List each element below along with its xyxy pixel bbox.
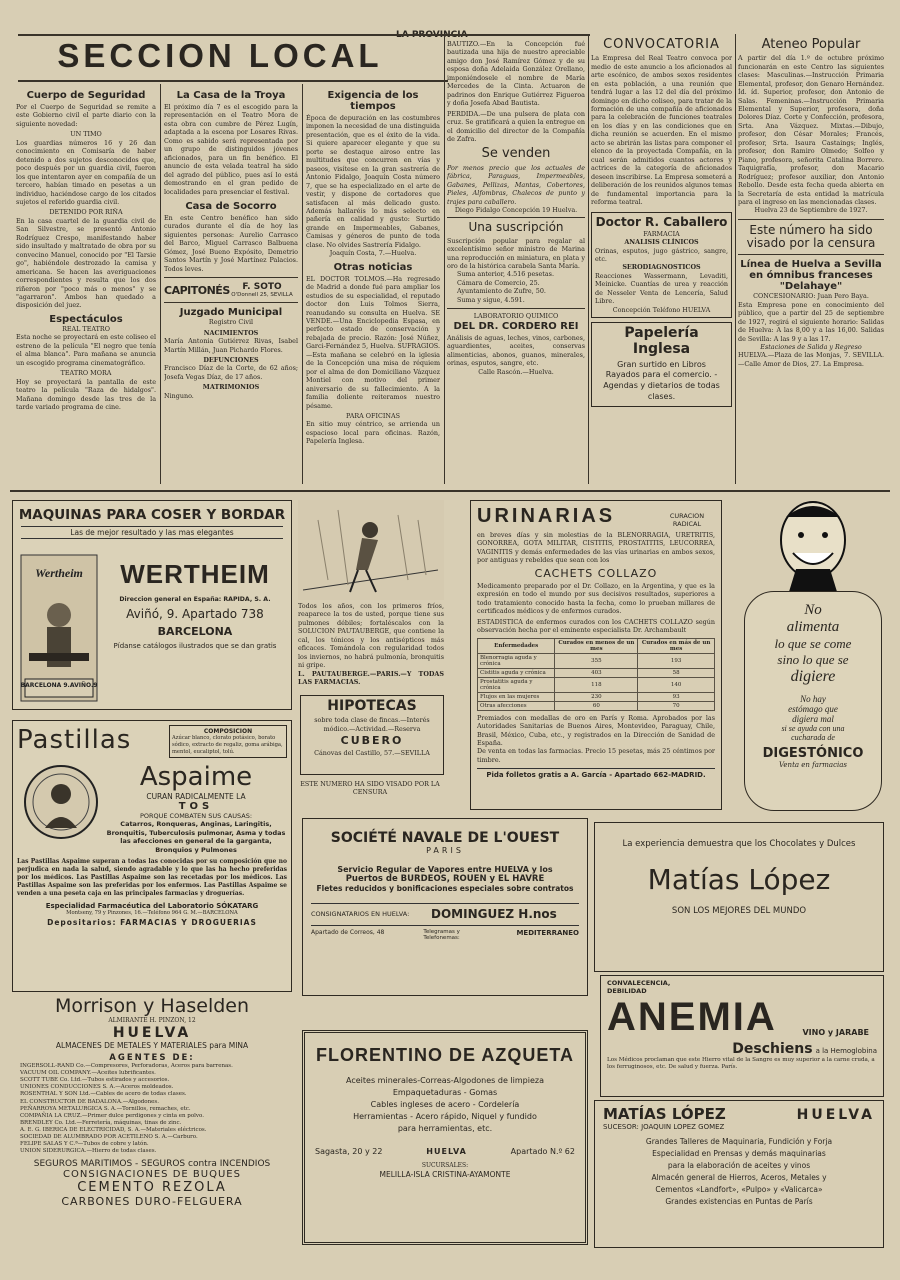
serodiag: SERODIAGNOSTICOS (622, 263, 701, 272)
wertheim-cat: Pídanse catálogos ilustrados que se dan gratis (113, 642, 277, 650)
agente-line-10: A. E. G. IBERICA DE ELECTRICIDAD, S. A.—Materiales eléctricos. (20, 1127, 207, 1134)
papeleria-line-2: Rayados para el comercio. - Agendas y dietarios de todas clases. (603, 369, 720, 402)
exig-sign: Joaquín Costa, 7.—Huelva. (329, 249, 417, 258)
urinarias-text: en breves días y sin molestias de la BLENORRAGIA, URETRITIS, GONORREA, GOTA MILITAR, CISTITIS, PROSTATITIS, LEUCORREA, VAGINITIS y demás enfermedades de las vías urinarias en ambos sexos, por antiguas y rebeldes que sean con los (477, 531, 715, 565)
lab-ad (447, 308, 585, 376)
stats-header: Enfermedades (478, 638, 555, 653)
digest-line-5: digiere (790, 668, 836, 685)
wertheim-store: BARCELONA 9.AVIÑO.9 (20, 682, 98, 689)
premiados: Premiados con medallas de oro en París y Roma. Aprobados por las Autoridades Sanitarias de Buenos Aires, Montevideo, Paraguay, Chile, Brasil, México, Cuba, etc., y registrados en la Dirección de Sanidad de España. (477, 713, 715, 747)
oficinas-text: En sitio muy céntrico, se arrienda un espacioso local para oficinas. Razón, Papelería Inglesa. (306, 420, 440, 446)
oficinas-title: PARA OFICINAS (346, 411, 400, 420)
wertheim-city: BARCELONA (157, 625, 233, 638)
soto-addr: O'Donnell 25, SEVILLA (231, 292, 293, 299)
sewing-machine-illustration (19, 553, 99, 703)
florentino-line-1: Aceites minerales-Correas-Algodones de limpieza (346, 1076, 544, 1085)
otras-title: Otras noticias (333, 261, 413, 273)
stats-header-row (478, 638, 715, 653)
ml-line-4: Almacén general de Hierros, Aceros, Metales y (651, 1173, 827, 1182)
aspaime-dep: Depositarios: FARMACIAS Y DROGUERIAS (47, 918, 257, 928)
digest2-line-1: No hay (800, 694, 826, 704)
juzgado-title: Juzgado Municipal (179, 307, 283, 319)
soto-ad (164, 277, 298, 303)
timo-title: UN TIMO (70, 130, 102, 139)
censura-small: ESTE NUMERO HA SIDO VISADO POR LA CENSURA (300, 780, 440, 797)
cachets-text: Medicamento preparado por el Dr. Collazo, en la Argentina, y que es la expresión en todo el mundo por sus decisivos resultados, superiores a todo tratamiento conocido hasta la fecha, como lo prueban millares de certificados médicos y de enfermos curados. (477, 581, 715, 616)
troya-text: El próximo día 7 es el escogido para la representación en el Teatro Mora de esta obra con cumbre de Pérez Lugín, adaptada a la escena por Losares Rivas. Como es sabido será representada por un grupo de distinguidos jóvenes aficionados, para un fin benéfico. El anuncio de esta velada teatral ha sido del agrado del público, pues así lo está demostrando en el gran pedido de localidades para presenciar el festival. (164, 103, 298, 196)
digest-line-4: sino lo que se (777, 652, 849, 667)
capitones-label: CAPITONÉS (164, 283, 230, 297)
matias-name: Matías López (647, 863, 831, 896)
table-cell: 140 (638, 677, 715, 692)
lab-addr: Calle Rascón.—Huelva. (478, 367, 554, 376)
digest2-line-3: digiera mal (792, 714, 834, 724)
column-1 (16, 90, 156, 480)
aspaime-lab-addr: Montseny, 79 y Pinzones, 16.—Teléfono 964 G. M.—BARCELONA (66, 909, 238, 916)
societe-ad (302, 818, 588, 996)
mora-text: Hoy se proyectará la pantalla de este teatro la película "Raza de hidalgos". Mañana domingo desde las tres de la tarde variado programa de cine. (16, 377, 156, 411)
anemia-text: Los Médicos proclaman que este Hierro vital de la Sangre es muy superior a la carne cruda, a los ferruginosos, etc. De salud y fuerza. París. (607, 1057, 875, 1071)
otras-text: EL DOCTOR TOLMOS.—Ha regresado de Madrid a donde fué para ampliar los estudios de su especialidad, el reputado doctor don Luis Tolmos Sierra, reanudando su consulta en Huelva. SE VENDE.—Una Enciclopedia Espasa, en perfecto estado de conservación y rebajada de precio. Razón: José Núñez, Garci-Fernández 5, Huelva. SUFRAGIOS.—Esta mañana se celebró en la iglesia de la Concepción una misa de réquiem por el alma de don Domiciliano Vázquez Montiel con motivo del primer aniversario de su fallecimiento. A la familia doliente reiteramos nuestro pésame. (306, 274, 440, 410)
socorro-title: Casa de Socorro (185, 200, 277, 212)
suscr-row-3: Ayuntamiento de Zufre, 50. (457, 287, 546, 296)
conv-title: CONVOCATORIA (603, 38, 720, 52)
hemoglobina: a la Hemoglobina (815, 1047, 877, 1055)
cachets-title: CACHETS COLLAZO (534, 566, 658, 580)
lab-title: LABORATORIO QUIMICO (473, 312, 559, 321)
agentes-title: AGENTES DE: (109, 1052, 195, 1063)
papeleria-title: Papelería Inglesa (624, 325, 699, 357)
ml-line-5: Cementos «Landfort», «Pulpo» y «Valicarca» (655, 1185, 823, 1194)
consignatarios: CONSIGNATARIOS EN HUELVA: (311, 910, 410, 919)
aspaime-lab: Especialidad Farmacéutica del Laboratorio SÓKATARG (45, 901, 259, 910)
table-row (478, 668, 715, 677)
table-row (478, 701, 715, 710)
coughing-man-illustration (298, 500, 444, 600)
conv-text: La Empresa del Real Teatro convoca por medio de este anuncio a los aficionados al arte escénico, de ambos sexos residentes en esta población, a una reunión que tendrá lugar a las 12 del día del próximo domingo en dicho coliseo, para tratar de la formación de una compañía de aficionados para la celebración de funciones teatrales en los días y en las condiciones que en dicha reunión se acuerden. En el mismo acto se abrirán las listas para componer el elenco de la proyectada Compañía, en la cual serán admitidos cuantos actores y actrices de la categoría de aficionados deseen inscribirse. La Empresa someterá a deliberación de los reunidos algunos temas de fundamental importancia para la reforma teatral. (591, 54, 732, 206)
urinarias-title: URINARIAS (477, 505, 616, 527)
digest-brand: DIGESTÓNICO (762, 746, 864, 761)
se-venden-addr: Diego Fidalgo Concepción 19 Huelva. (454, 206, 578, 214)
societe-text-1: Servicio Regular de Vapores entre HUELVA y los (337, 865, 553, 875)
rina-title: DETENIDO POR RIÑA (49, 208, 123, 217)
aspaime-tos: TOS (178, 801, 214, 813)
nac-title: NACIMIENTOS (203, 328, 259, 337)
exig-text: Época de depuración en las costumbres imponen la necesidad de una distinguida presentación, que es el éxito de la vida. Si quiere aparecer elegante y que su porte se destaque airoso entre las multitudes que concurren en vías y paseos, visítese en la gran sastrería de Antonio Fidalgo, Joaquín Costa número 7, que se ha especializado en el arte de vestir, y dispone de cortadores que satisfacen al más delicado gusto. Además hallaréis lo más selecto en pañería en calidad y gusto: Surtido grande en Impermeables, Gabanes, Camisas y géneros de punto de toda clase. No olvides Sastrería Fidalgo. (306, 114, 440, 249)
stats-table (477, 638, 715, 711)
farmacia: FARMACIA (643, 229, 680, 238)
se-venden-title: Se venden (481, 146, 551, 162)
rina-text: En la casa cuartel de la guardia civil de San Silvestre, se presentó Antonio Rodríguez Crespo, manifestando haber sido insultado y maltratado de obra por su convecino Manuel, conocido por "El Tarsie go", habiéndole destrozado la camisa y americana. Se hacen las averiguaciones correspondientes y resulta que los dos riñeron por "poco más o menos" y se "agarraron". Ambos han quedado a disposición del juez. (16, 216, 156, 310)
column-4 (447, 40, 585, 480)
carbones: CARBONES DURO-FELGUERA (61, 1194, 243, 1208)
florentino-city: HUELVA (426, 1147, 467, 1156)
papeleria-line-1: Gran surtido en Libros (617, 359, 706, 369)
matias-chocolates-ad (594, 822, 884, 972)
agente-line-4: UNIONES CONDUCCIONES S. A.—Aceros moldeados. (20, 1084, 174, 1091)
nac-text: María Antonia Gutiérrez Rivas, Isabel Martín Millán, Juan Pichardo Flores. (164, 337, 298, 354)
cubero: CUBERO (340, 734, 404, 748)
estadistica: ESTADISTICA de enfermos curados con los CACHETS COLLAZO según observación hecha por el eminente especialista Dr. Archambault (477, 617, 715, 635)
wertheim-ad (12, 500, 292, 710)
morrison-sub: ALMIRANTE H. PINZON, 12 (108, 1017, 196, 1024)
sucursales-list: MELILLA-ISLA CRISTINA-AYAMONTE (379, 1169, 511, 1179)
suscr-text: Suscripción popular para regalar al excelentísimo señor ministro de Marina una reproducción en miniatura, en plata y oro de la histórica carabela Santa María. (447, 236, 585, 270)
morrison-ad (10, 995, 294, 1250)
florentino-line-3: Cables ingleses de acero - Cordelería (370, 1100, 520, 1109)
anemia-top: CONVALECENCIA, DEBILIDAD (607, 979, 671, 995)
apartado: Apartado de Correos, 48 (311, 929, 385, 937)
digestonico-ad (738, 495, 888, 815)
troya-title: La Casa de la Troya (176, 90, 286, 101)
timo-text: Los guardias números 16 y 26 dan conocimiento en Comisaría de haber detenido a dos sujetos desconocidos que, poco después por un guardia civil, fueron los que intentaron ayer en compañía de un tercero, habían timado en pesetas a un individuo, haciéndose cargo de los citados sujetos el referido guardia civil. (16, 138, 156, 206)
aspaime-comp: Azúcar blanco, clorato potásico, borato sódico, extracto de regaliz, goma arábiga, mentol, eucaliptol, tolú. (172, 735, 283, 755)
mora-title: TEATRO MORA (60, 369, 112, 378)
consignaciones: CONSIGNACIONES DE BUQUES (63, 1168, 241, 1180)
digest2-line-2: estómago que (788, 704, 838, 714)
urinarias-ad (470, 500, 722, 810)
aspaime-curan: CURAN RADICALMENTE LA (146, 792, 246, 802)
doctor-text: Orinas, esputos, jugo gástrico, sangre, etc. (595, 246, 728, 263)
aspaime-title: Aspaime (139, 762, 253, 793)
digest2-line-5: cucharada de (791, 733, 835, 742)
ml-sucesor: SUCESOR: JOAQUIN LOPEZ GOMEZ (603, 1123, 725, 1131)
soto-name: F. SOTO (242, 282, 282, 293)
morrison-almacenes: ALMACENES DE METALES Y MATERIALES para MINA (55, 1040, 249, 1050)
agente-line-6: EL CONSTRUCTOR DE BADALONA.—Algodones. (20, 1098, 159, 1105)
stats-header: Curados en menos de un mes (555, 638, 638, 653)
table-cell: 193 (638, 653, 715, 668)
digest-line-2: alimenta (786, 619, 840, 635)
section-title: SECCION LOCAL (57, 37, 383, 74)
morrison-city: HUELVA (112, 1024, 192, 1041)
cemento: CEMENTO REZOLA (77, 1179, 227, 1195)
hipotecas-title: HIPOTECAS (327, 698, 417, 714)
table-row (478, 653, 715, 668)
table-cell: Blenorragia aguda y crónica (478, 653, 555, 668)
ml-line-2: Especialidad en Prensas y demás maquinarias (652, 1149, 826, 1158)
doctor-ad (591, 212, 732, 318)
digest-line-1: No (804, 602, 822, 618)
bautizo-text: BAUTIZO.—En la Concepción fué bautizada una hija de nuestro apreciable amigo don José Ramírez Gómez y de su esposa doña Adelaida González Orellano, imponiéndosele el nombre de María Mercedes de la Cinta. Actuaron de padrinos don Enrique Gutiérrez Figueroa y doña Josefa Abad Bautista. (447, 40, 585, 108)
wertheim-big: WERTHEIM (120, 559, 270, 589)
aspaime-porque: PORQUE COMBATEN SUS CAUSAS: (139, 812, 253, 821)
estaciones: Estaciones de Salida y Regreso (760, 343, 862, 351)
table-cell: Cistitis aguda y crónica (478, 668, 555, 677)
ateneo-date: Huelva 23 de Septiembre de 1927. (754, 206, 868, 215)
pastillas-title: Pastillas (17, 725, 132, 755)
hipotecas-ad (300, 695, 444, 775)
se-venden-text: Por menos precio que los actuales de fábrica, Paraguas, Impermeables, Gabanes, Pellizas, Mantas, Cobertores, Pieles, Alfombras, Chalecos de punto y trajes para caballero. (447, 163, 585, 206)
table-cell: 230 (555, 692, 638, 701)
exig-title: Exigencia de los tiempos (327, 90, 419, 112)
registro-civil: Registro Civil (208, 318, 254, 327)
deschiens: Deschiens (732, 1041, 813, 1057)
papeleria-ad (591, 322, 732, 406)
ateneo-title: Ateneo Popular (761, 38, 861, 52)
florentino-addr: Sagasta, 20 y 22 (315, 1147, 383, 1156)
cuerpo-text: Por el Cuerpo de Seguridad se remite a este Gobierno civil el parte diario con la siguiente novedad: (16, 103, 156, 128)
anemia-title: ANEMIA (607, 995, 777, 1039)
suscr-row-4: Suma y sigue, 4.591. (457, 295, 525, 304)
real-text: Esta noche se proyectará en este coliseo el estreno de la película "El negro que tenía el alma blanca". Para mañana se anuncia un escogido programa cinematográfico. (16, 333, 156, 367)
aspaime-comp-title: COMPOSICION (203, 728, 253, 735)
digest-venta: Venta en farmacias (779, 761, 847, 769)
aspaime-portrait-icon (17, 762, 105, 842)
linea-title: Línea de Huelva a Sevilla en ómnibus franceses "Delahaye" (740, 259, 882, 293)
telegramas: Telegramas y Telefonemas: (423, 929, 460, 942)
agente-line-1: INGERSOLL-RAND Co.—Compresores, Perforadoras, Aceros para barrenas. (20, 1062, 233, 1069)
table-cell: 403 (555, 668, 638, 677)
seguros: SEGUROS MARITIMOS - SEGUROS contra INCENDIOS (33, 1158, 271, 1169)
column-2 (164, 90, 298, 482)
table-cell: 355 (555, 653, 638, 668)
suscr-row-2: Cámara de Comercio, 25. (457, 278, 540, 287)
table-row (478, 677, 715, 692)
def-text: Francisco Díaz de la Corte, de 62 años; Josefa Vegas Díaz, de 17 años. (164, 364, 298, 381)
table-cell: Flujos en las mujeres (478, 692, 555, 701)
florentino-line-2: Empaquetaduras - Gomas (392, 1088, 498, 1097)
doctor-title: Doctor R. Caballero (595, 215, 728, 230)
table-cell: 60 (555, 701, 638, 710)
digest-line-3: lo que se come (774, 636, 852, 651)
estaciones-text: HUELVA.—Plaza de las Monjas, 7. SEVILLA.—Calle Amor de Dios, 27. La Empresa. (738, 351, 884, 368)
aspaime-text: Las Pastillas Aspaime superan a todas las conocidas por su composición que no perjudica en nada la salud, siendo agradable y lo que las ha hecho preferidas por los médicos. Las Pastillas Aspaime son las recetadas por los médicos. Las Pastillas Aspaime son las preferidas por los enfermos. Las Pastillas Aspaime se venden a una peseta caja en las principales farmacias y droguerías. (17, 858, 287, 897)
lab-text: Análisis de aguas, leches, vinos, carbones, aguardientes, aceites, conservas alimenticias, abonos, guanos, minerales, orinas, esputos, sangre, etc. (447, 333, 585, 368)
column-6 (738, 38, 884, 482)
sero-text: Reacciones Wassermann, Levaditi, Meinicke. Cuantías de urea y reacción de Nesseler Venta de Lencería, Salud Libre. (595, 271, 728, 306)
table-cell: 58 (638, 668, 715, 677)
agente-line-7: PEÑARROYA METALURGICA S. A.—Tornillos, remaches, etc. (20, 1105, 191, 1112)
curacion-radical: CURACION RADICAL (669, 512, 705, 528)
linea-text: Esta Empresa pone en conocimiento del público, que a partir del 25 de septiembre de 1927, regirá el siguiente horario: Salidas de Huelva: A las 8,00 y a las 16,00. Salidas de Sevilla: A las 9 y a las 17. (738, 300, 884, 343)
ml-line-6: Grandes existencias en Puntas de París (665, 1197, 813, 1206)
column-3 (306, 90, 440, 480)
aspaime-ad (12, 720, 292, 992)
pautauberge-text: Todos los años, con los primeros fríos, reaparece la tos de usted, porque tiene sus pulmones débiles; fortaléscalos con la SOLUCION PAUTAUBERGE, que contiene la cal, los tónicos y los antisépticos más eficaces. Tomándola con regularidad todos los inviernos, no habrá pulmonía, bronquitis ni gripe. (298, 602, 444, 670)
mediterraneo: MEDITERRANEO (516, 929, 579, 938)
table-cell: Otras afecciones (478, 701, 555, 710)
ml-line-3: para la elaboración de aceites y vinos (667, 1161, 811, 1170)
censura-note: Este número ha sido visado por la censura (738, 219, 884, 255)
digest2-line-4: si se ayuda con una (781, 724, 845, 733)
table-cell: Prostatitis aguda y crónica (478, 677, 555, 692)
morrison-title: Morrison y Haselden (54, 995, 250, 1017)
hipotecas-text: sobre toda clase de fincas.—Interés módico.—Actividad.—Reserva (314, 716, 430, 733)
ml-city: HUELVA (796, 1107, 875, 1123)
agente-line-12: FELIPE SALAS Y C.ª—Tubos de cobre y latón. (20, 1141, 149, 1148)
column-5 (591, 38, 732, 482)
florentino-line-4: Herramientas - Acero rápido, Niquel y fundido (353, 1112, 537, 1121)
aspaime-causes: Catarros, Ronqueras, Anginas, Laringitis, Bronquitis, Tuberculosis pulmonar, Asma y todas las afecciones en general de la garganta, Bronquios y Pulmones (106, 820, 286, 854)
cubero-addr: Cánovas del Castillo, 57.—SEVILLA (314, 749, 430, 758)
societe-text-2: Puertos de BURDEOS, ROUEN y EL HAVRE (345, 874, 545, 885)
societe-city: PARIS (426, 846, 464, 856)
wertheim-addr: Aviñó, 9. Apartado 738 (126, 607, 264, 621)
agente-line-3: SCOTT TUBE Co. Ltd.—Tubos estirados y accesorios. (20, 1077, 170, 1084)
anemia-vino: VINO y JARABE (802, 1028, 869, 1037)
ml-title: MATÍAS LÓPEZ (603, 1105, 726, 1123)
anemia-ad (600, 975, 884, 1097)
maquinas-title: MAQUINAS PARA COSER Y BORDAR (18, 507, 286, 523)
societe-title: SOCIÉTÉ NAVALE DE L'OUEST (330, 830, 560, 846)
agente-line-5: ROSENTHAL Y SON Ltd.—Cables de acero de todas clases. (20, 1091, 187, 1098)
florentino-apartado: Apartado N.º 62 (510, 1147, 575, 1156)
lab-name: DEL DR. CORDERO REI (453, 320, 579, 332)
agente-line-11: SOCIEDAD DE ALUMBRADO POR ACETILENO S. A.—Carburo. (20, 1134, 198, 1141)
maquinas-sub: Las de mejor resultado y las mas elegantes (21, 526, 283, 539)
doctor-addr: Concepción Teléfono HUELVA (612, 305, 711, 314)
suscr-title: Una suscripción (468, 220, 564, 235)
ateneo-text: A partir del día 1.º de octubre próximo funcionarán en este Centro las siguientes clases: Masculinas.—Instrucción Primaria Elemental, profesor, don Genaro Hernández. Íd. íd. Superior, profesor, don Antonio de Salas. Femeninas.—Instrucción Primaria Elemental y Superior, profesora, doña Dolores Díaz. Corte y Confección, profesora, Srta. Ana Vázquez. Mixtas.—Dibujo, profesor, don César Morales; Francés, profesor, Srta. Isaura Castaings; Inglés, profesor, don Ramiro Olmedo; Solfeo y Piano, profesora, señorita Catalina Borrero. Taquigrafía, profesor, don Macario Rodríguez; profesor auxiliar, don Antonio Rebollo. Desde esta fecha queda abierta en la Secretaría de esta entidad la matrícula para el ingreso en las mencionadas clases. (738, 54, 884, 206)
table-row (478, 692, 715, 701)
florentino-title: FLORENTINO DE AZQUETA (316, 1045, 574, 1065)
cachets-precio: De venta en todas las farmacias. Precio 15 pesetas, más 25 céntimos por timbre. (477, 747, 715, 764)
florentino-line-5: para herramientas, etc. (397, 1124, 493, 1133)
analisis: ANALISIS CLÍNICOS (624, 238, 699, 247)
matias-exp: La experiencia demuestra que los Chocolates y Dulces (622, 839, 856, 849)
mat-title: MATRIMONIOS (202, 383, 260, 392)
table-cell: 93 (638, 692, 715, 701)
ml-line-1: Grandes Talleres de Maquinaria, Fundición y Forja (645, 1137, 833, 1146)
socorro-text: En este Centro benéfico han sido curados durante el día de hoy las siguientes personas: Aurelio Carrasco del Barco, Miguel Carrasco Balbuena Gómez, José Bueno Expósito, Demetrio Santos Martín y José Martínez Palacios. Todos leves. (164, 213, 298, 273)
florentino-ad (302, 1030, 588, 1245)
real-title: REAL TEATRO (62, 324, 110, 333)
table-cell: 118 (555, 677, 638, 692)
perdida-text: PERDIDA.—De una pulsera de plata con cruz. Se gratificará a quien la entregue en el domicilio del director de la Compañía de Zafra. (447, 109, 585, 143)
agente-line-9: BRENDLEY Co. Ltd.—Ferretería, máquinas, tinas de zinc. (20, 1119, 182, 1126)
concesionario: CONCESIONARIO: Juan Pero Baya. (753, 292, 869, 301)
espect-title: Espectáculos (49, 313, 123, 325)
stats-header: Curados en más de un mes (638, 638, 715, 653)
agente-line-8: COMPAÑIA LA CRUZ.—Primer dulce perdigones y cinta en polvo. (20, 1112, 204, 1119)
wertheim-logo: Wertheim (35, 566, 83, 580)
folletos: Pida folletos gratis a A. García - Apartado 662-MADRID. (477, 768, 715, 779)
smiling-man-illustration (768, 495, 858, 595)
matias-maquinaria-ad (594, 1100, 884, 1248)
matias-tag: SON LOS MEJORES DEL MUNDO (671, 906, 807, 916)
table-cell: 70 (638, 701, 715, 710)
cuerpo-title: Cuerpo de Seguridad (26, 90, 146, 101)
wertheim-rep: Direccion general en España: RAPIDA, S. A. (119, 596, 271, 603)
societe-text-3: Fletes reducidos y bonificaciones especiales sobre contratos (316, 884, 574, 894)
sucursales: SUCURSALES: (421, 1162, 469, 1169)
pautauberge-ad (298, 500, 444, 690)
pautauberge-sign: L. PAUTAUBERGE.—PARIS.—Y TODAS LAS FARMACIAS. (298, 669, 444, 687)
dominguez: DOMINGUEZ H.nos (431, 907, 557, 922)
agente-line-13: UNION SIDERURGICA.—Hierro de todas clases. (20, 1148, 157, 1155)
mat-text: Ninguno. (164, 391, 194, 400)
suscr-row-1: Suma anterior, 4.516 pesetas. (457, 270, 554, 279)
agente-line-2: VACUUM OIL COMPANY.—Aceites lubrificantes. (20, 1069, 156, 1076)
def-title: DEFUNCIONES (203, 355, 259, 364)
